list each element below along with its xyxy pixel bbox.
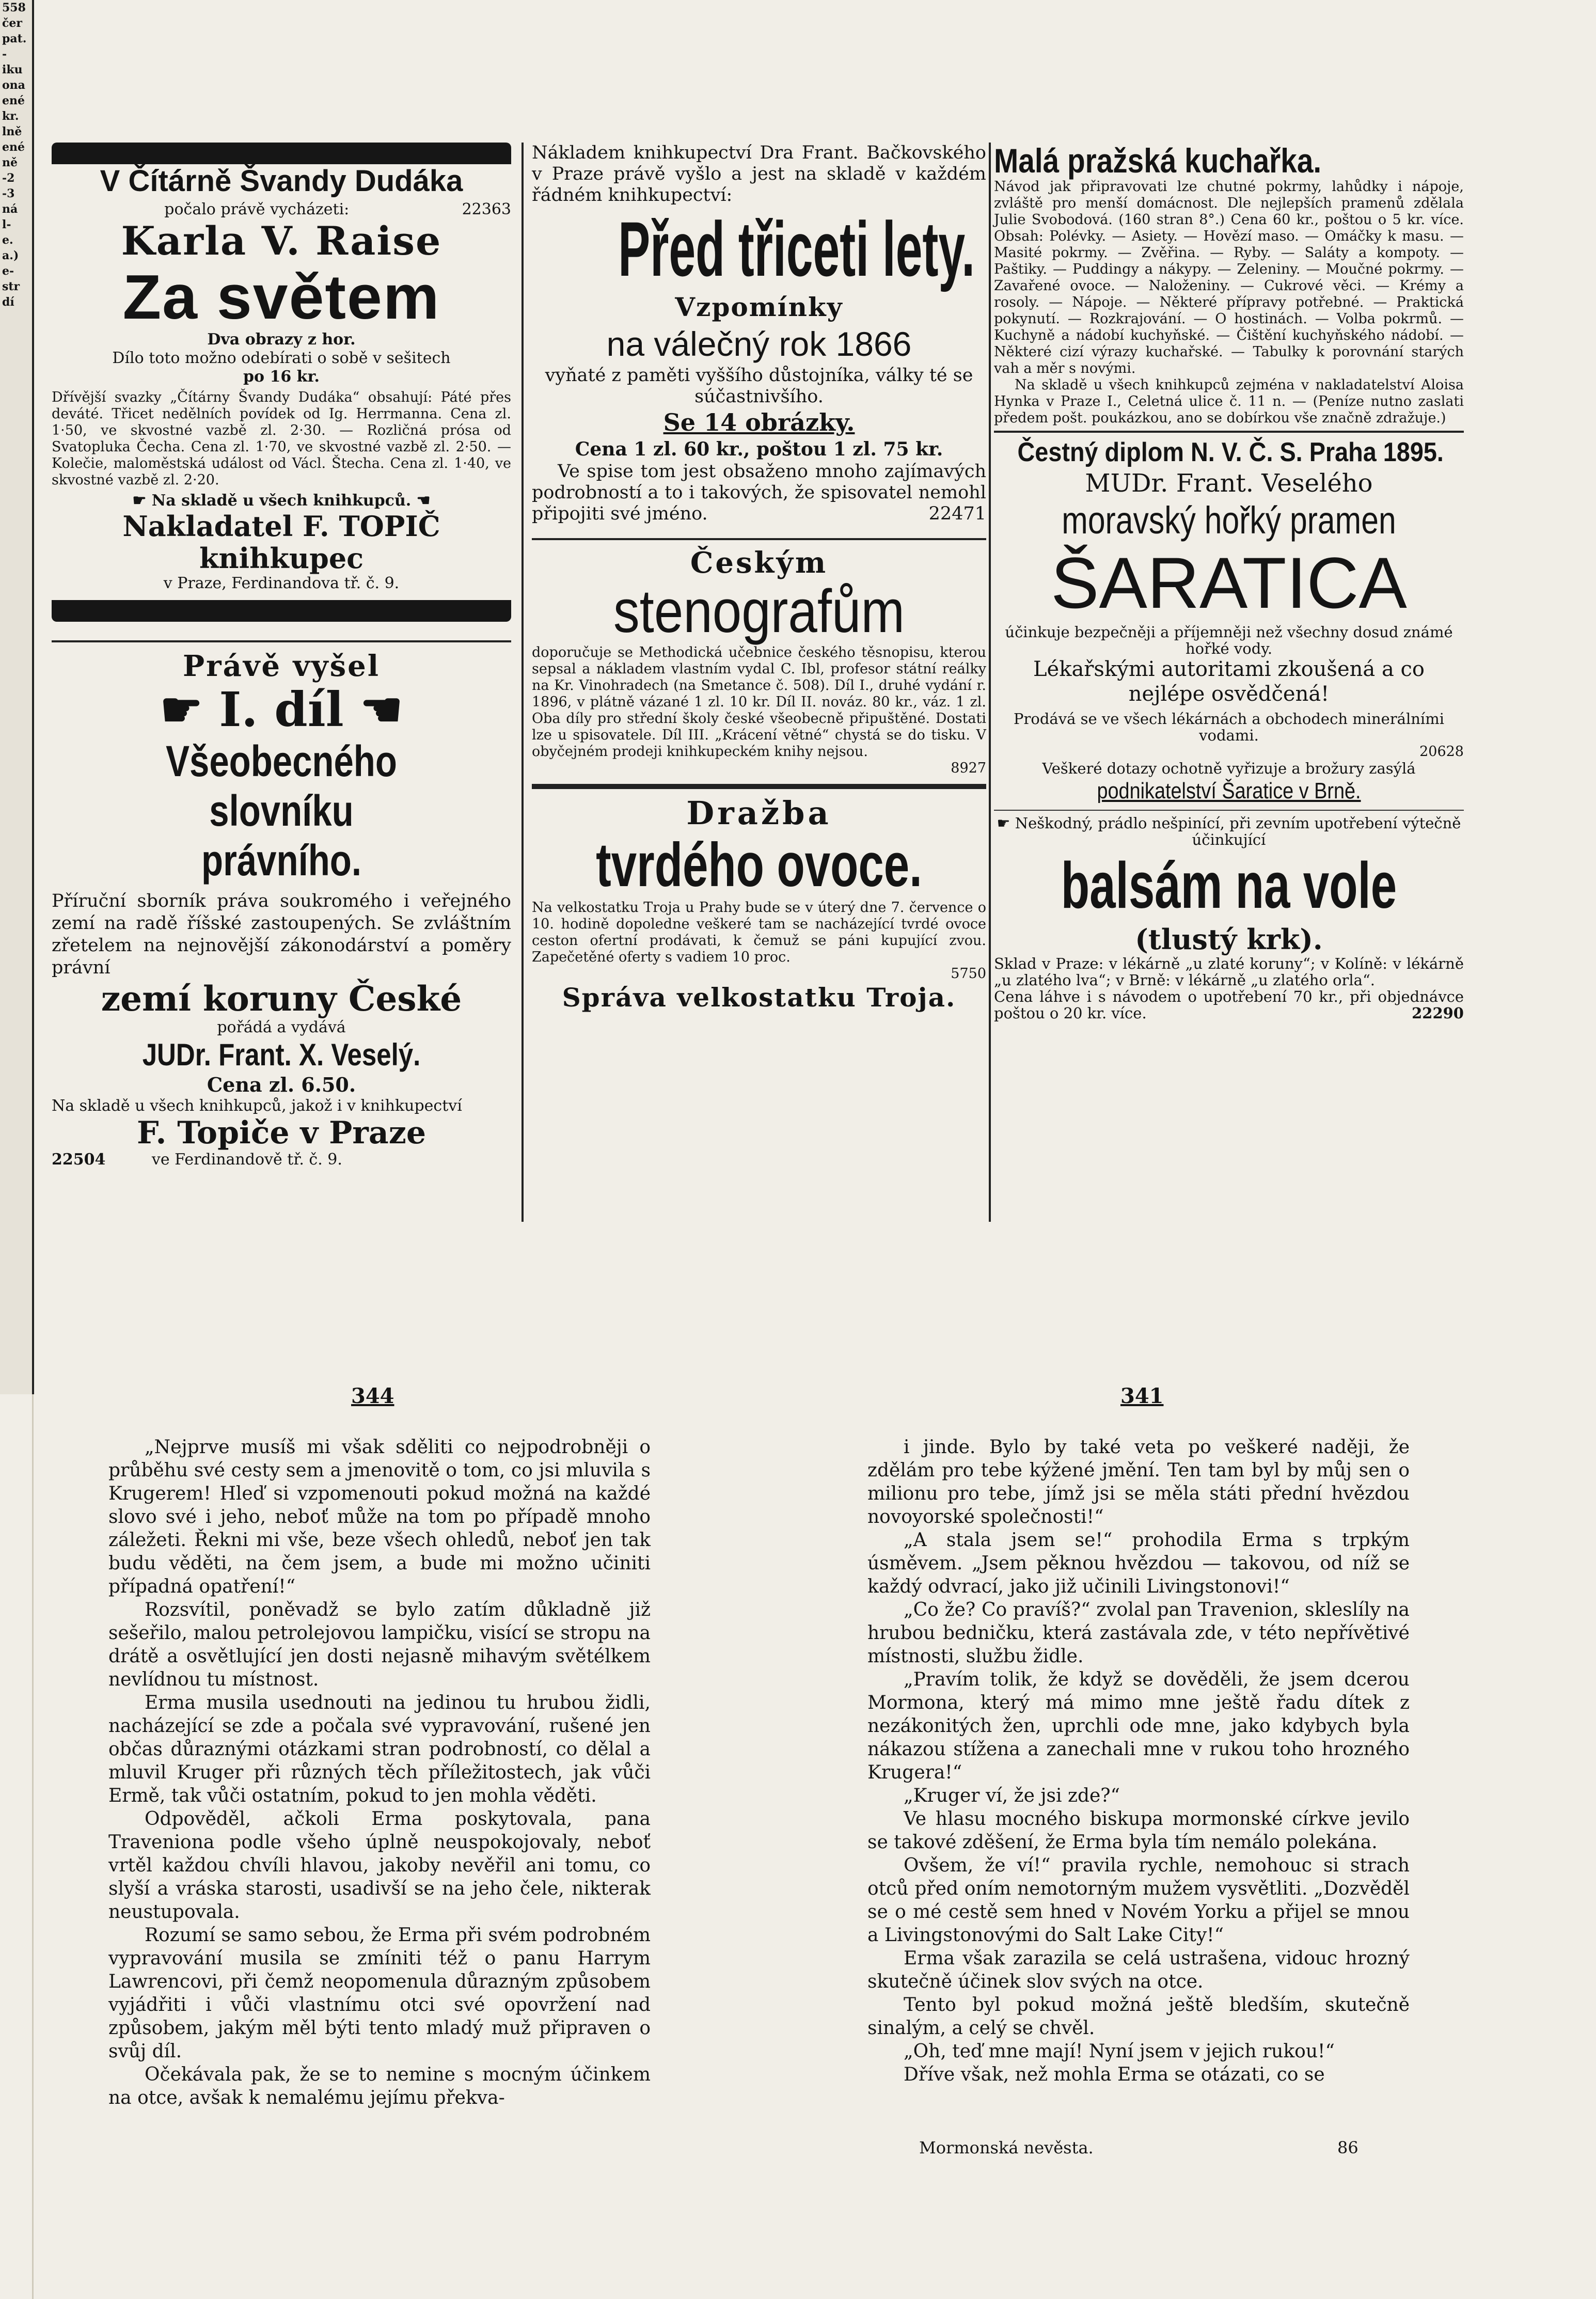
description-text: Ve spise tom jest obsaženo mnoho zajímavých podrobností a to i takových, že spisovatel nemohl připojiti své jméno.	[532, 461, 986, 524]
book-description	[532, 461, 986, 525]
spring-line: moravský hořký pramen	[1062, 499, 1396, 542]
editor-note: pořádá a vydává	[217, 1018, 346, 1036]
edge-fragment: dí	[2, 295, 14, 309]
right-page-number: 341	[1120, 1384, 1164, 1408]
ad-number: 20628	[1419, 744, 1464, 760]
edge-fragment: ně	[2, 156, 18, 169]
ad-number: 22504	[52, 1151, 106, 1169]
stock-text: Na skladě u všech knihkupců.	[151, 492, 412, 510]
novel-paragraph: „A stala jsem se!“ prohodila Erma s trpkým úsměvem. „Jsem pěknou hvězdou — takovou, od níž se každý odvrací, jako již učinili Livingstonovi!“	[867, 1530, 1410, 1597]
volume-note: Dva obrazy z hor.	[207, 330, 356, 349]
edge-fragment: e.	[2, 233, 13, 247]
edge-fragment: ené	[2, 94, 25, 107]
saratica-sold: Prodává se ve všech lékárnách a obchodech minerálními vodami.	[1014, 710, 1444, 744]
doctor: MUDr. Frant. Veselého	[1085, 469, 1373, 498]
column-right	[994, 143, 1464, 1021]
novel-paragraph: Tento byl pokud možná ještě bledším, skutečně sinalým, a celý se chvěl.	[867, 1994, 1410, 2039]
saratica-name: ŠARATICA	[1051, 542, 1407, 623]
book-title: Před třiceti lety.	[618, 206, 975, 292]
price-text: Cena láhve i s návodem o upotřebení 70 kr., při objednávce poštou o 20 kr. více.	[994, 988, 1464, 1022]
book-origin: vyňaté z paměti vyššího důstojníka, války té se súčastnivšího.	[545, 365, 973, 407]
novel-paragraph: „Nejprve musíš mi však sděliti co nejpodrobněji o průběhu své cesty sem a jmenovitě o tom, co jsi mluvila s Krugerem! Hleď si vzpomenouti pokud možná na každé slovo své i jeho, neboť může na tom po případě mnoho záležeti. Řekni mi vše, beze všech ohledů, neboť jen tak budu věděti, na čem jsem, a bude mi možno učiniti případná opatření!“	[108, 1437, 651, 1597]
cookbook-body: Návod jak připravovati lze chutné pokrmy, lahůdky i nápoje, zvláště pro menší domácnost. Dle nejlepších pramenů zdělala Julie Svobodová. (160 stran 8°.) Cena 60 kr., poštou o 5 kr. více. Obsah: Polévky. — Asiety. — Hovězí maso. — Omáčky k masu. — Masité pokrmy. — Zvěřina. — Ryby. — Saláty a kompoty. — Paštiky. — Puddingy a nákypy. — Zeleniny. — Moučné pokrmy. — Zavařené ovoce. — Naloženiny. — Cukrové věci. — Krémy a rosoly. — Nápoje. — Některé přípravy potřebné. — Praktická pokynutí. — Rozkrajování. — O hostinách. — Volba pokrmů. — Kuchyně a nádobí kuchyňské. — Čištění kuchyňského nádobí. — Některé cizí výrazy kuchařské. — Tabulky k porovnání starých vah a měr s novými.	[994, 179, 1464, 376]
edge-fragment: -3	[2, 187, 15, 200]
ad-number: 5750	[951, 966, 986, 982]
edge-fragment: lně	[2, 125, 22, 138]
author-name: Karla V. Raise	[121, 218, 442, 264]
balsam-lead	[994, 815, 1464, 848]
editor-name: JUDr. Frant. X. Veselý.	[142, 1037, 421, 1072]
edge-fragment: pat.	[2, 32, 27, 45]
edge-fragment: str	[2, 280, 20, 293]
novel-paragraph: Rozsvítil, poněvadž se bylo zatím důkladně již sešeřilo, malou petrolejovou lampičku, visící se stropu na drátě a osvětlující jen dosti nejasně mihavým světélkem nevlídnou tu místnost.	[108, 1599, 651, 1690]
novel-paragraph: „Kruger ví, že jsi zde?“	[904, 1785, 1120, 1806]
footer-title: Mormonská nevěsta.	[919, 2138, 1094, 2158]
balsam-price	[994, 988, 1464, 1021]
column-divider	[989, 143, 991, 1222]
address: ve Ferdinandově tř. č. 9.	[151, 1151, 342, 1169]
novel-paragraph: Ve hlasu mocného biskupa mormonské církve jevilo se takové zděšení, že Erma byla tím nemálo polekána.	[867, 1808, 1410, 1853]
edge-fragment: iku	[2, 63, 23, 76]
crown-lands: zemí koruny České	[101, 979, 462, 1019]
book-title: Za světem	[122, 262, 440, 332]
ad-number: 22471	[928, 503, 986, 524]
publisher-intro: Nákladem knihkupectví Dra Frant. Bačkovského v Praze právě vyšlo a jest na skladě v každém řádném knihkupectví:	[532, 143, 986, 206]
novel-paragraph: „Co že? Co pravíš?“ zvolal pan Travenion, skleslíly na hrubou bedničku, která zastávala zde, v této nepřívětivé místnosti, službu židle.	[867, 1599, 1410, 1667]
war-year: na válečný rok 1866	[606, 325, 912, 363]
earlier-volumes: Dřívější svazky „Čítárny Švandy Dudáka“ obsahují: Páté přes deváté. Třicet nedělních povídek od Ig. Herrmanna. Cena zl. 1·50, ve skvostné vazbě zl. 2·30. — Rozličná prósa od Svatopluka Čecha. Cena zl. 1·70, ve skvostné vazbě zl. 2·50. — Kolečie, maloměstská událost od Václ. Štecha. Cena zl. 1·40, ve skvostné vazbě zl. 2·20.	[52, 389, 511, 488]
stock-note	[52, 492, 511, 510]
hand-icon: ☚	[411, 492, 431, 510]
novel-paragraph: Rozumí se samo sebou, že Erma při svém podrobném vypravování musila se zmíniti též o panu Harrym Lawrencovi, při čemž neopomenula důrazným způsobem vyjádřiti i vůči vlastnímu otci své opovržení nad způsobem, jakým měl býti tento mladý muž připraven o svůj díl.	[108, 1925, 651, 2062]
left-page-number: 344	[351, 1384, 394, 1408]
novel-right-column	[867, 1436, 1410, 2086]
volume-part	[52, 683, 511, 736]
edge-fragment: e-	[2, 264, 14, 278]
address: v Praze, Ferdinandova tř. č. 9.	[163, 574, 400, 592]
ornament-bar	[52, 143, 511, 164]
price-line: po 16 kr.	[243, 368, 320, 386]
dictionary-body: Příruční sborník práva soukromého i veřejného zemí na radě říšské zastoupených. Se zvláštním zřetelem na nejnovější zákonodárství a poměry právní	[52, 891, 511, 978]
saratica-effect: účinkuje bezpečněji a příjemněji než všechny dosud známé hořké vody.	[1005, 623, 1453, 657]
price: Cena 1 zl. 60 kr., poštou 1 zl. 75 kr.	[575, 438, 943, 460]
novel-paragraph: Odpověděl, ačkoli Erma poskytovala, pana Travenionа podle všeho úplně neuspokojovaly, neboť vrtěl každou chvíli hlavou, jakoby nevěřil ani tomu, co slyší a vráska starosti, usadivší se na jeho čele, nikterak neustupovala.	[108, 1808, 651, 1923]
estate-sign: Správa velkostatku Troja.	[562, 982, 956, 1013]
divider	[532, 784, 986, 789]
novel-paragraph: „Oh, teď mne mají! Nyní jsem v jejich rukou!“	[904, 2041, 1335, 2062]
lead-text: Neškodný, prádlo nešpinící, při zevním upotřebení výtečně účinkující	[1015, 814, 1461, 848]
balsam-shops: Sklad v Praze: v lékárně „u zlaté koruny“; v Kolíně: v lékárně „u zlatého lva“; v Brně: v lékárně „u zlatého orla“.	[994, 955, 1464, 989]
ad-number: 22363	[462, 200, 511, 218]
balsam-subtitle: (tlustý krk).	[1135, 923, 1323, 956]
edge-fragment: kr.	[2, 109, 19, 123]
dictionary-title-2: právního.	[201, 836, 361, 885]
hand-icon: ☛	[132, 492, 152, 510]
cookbook-stock: Na skladě u všech knihkupců zejména v nakladatelství Aloisa Hynka v Praze I., Celetná ulice č. 11 n. — (Peníze nutno zaslati předem pošt. poukázkou, ano se dobírkou vše značně zdražuje.)	[994, 377, 1464, 426]
steno-title: stenografům	[613, 577, 905, 645]
edge-fragment: ené	[2, 140, 25, 154]
novel-paragraph: Očekávala pak, že se to nemine s mocným účinkem na otce, avšak k nemalému jejímu překva-	[108, 2064, 651, 2108]
divider	[994, 431, 1464, 433]
book-subtitle: Vzpomínky	[675, 292, 843, 322]
edge-fragment: ná	[2, 202, 18, 216]
address-line	[52, 1151, 511, 1169]
edge-fragment: l-	[2, 218, 11, 231]
edge-fragment: a.)	[2, 249, 19, 262]
topic-ad-subtitle	[52, 200, 511, 219]
hand-icon: ☛	[997, 814, 1015, 832]
auction-title: tvrdého ovoce.	[596, 830, 922, 900]
footer-number: 86	[1337, 2138, 1358, 2158]
subtitle-text: počalo právě vycházeti:	[164, 200, 350, 218]
auction-body: Na velkostatku Troja u Prahy bude se v úterý dne 7. července o 10. hodině dopoledne veškeré tam se nacházející tvrdé ovoce ceston ofertní prodávati, k čemuž se páni kupující zvou. Zapečetěné oferty s vadiem 10 proc.	[532, 900, 986, 965]
just-released: Právě vyšel	[182, 649, 381, 683]
novel-paragraph: „Pravím tolik, že když se dověděli, že jsem dcerou Mormona, který má mimo mne ještě řadu dítek z nezákonitých žen, uprchli ode mne, jako kdybych byla nákazou stížena a zanechali mne v rukou toho hrozného Krugera!“	[867, 1669, 1410, 1783]
column-divider	[522, 143, 524, 1222]
part-text: I. díl	[219, 682, 344, 737]
publisher: Nakladatel F. TOPIČ knihkupec	[122, 510, 440, 575]
ad-number: 22290	[1412, 1004, 1464, 1022]
publisher: F. Topiče v Praze	[136, 1115, 426, 1151]
novel-paragraph: Ovšem, že ví!“ pravila rychle, nemohouc si strach otců před oním nemotorným mužem vysvětliti. „Dozvěděl se o mé cestě sem hned v Novém Yorku a přijel se mnou a Livingstonovými do Salt Lake City!“	[867, 1855, 1410, 1946]
saratica-enquiries: Veškeré dotazy ochotně vyřizuje a brožury zasýlá	[1042, 760, 1416, 777]
ad-number: 8927	[951, 760, 986, 776]
edge-fragment: čer	[2, 17, 22, 30]
steno-body: doporučuje se Methodická učebnice českého těsnopisu, kterou sepsal a nákladem vlastním vydal C. Ibl, profesor státní reálky na Kr. Vinohradech (na Smetance č. 508). Díl I., druhé vydání r. 1896, v plátně vázané 1 zl. 10 kr. Díl II. nováz. 80 kr., váz. 1 zl. Oba díly pro střední školy české všeobecně připuštěné. Dostati lze u spisovatele. Díl III. „Krácení větné“ chystá se do tisku. V obyčejném prodeji knihkupeckém knihy nejsou.	[532, 644, 986, 760]
price: Cena zl. 6.50.	[207, 1073, 356, 1096]
auction-lead: Dražba	[686, 794, 832, 832]
novel-paragraph: i jinde. Bylo by také veta po veškeré naději, že zdělám pro tebe kýžené jmění. Ten tam byl by můj sen o milionu pro tebe, jímž jsi se měla státi přední hvězdou novoyorské společnosti!“	[867, 1437, 1410, 1528]
saratica-claim: Lékařskými autoritami zkoušená a co nejlépe osvědčená!	[1033, 657, 1425, 706]
hand-icon: ☛	[160, 682, 219, 737]
dictionary-title-1: Všeobecného slovníku	[166, 737, 397, 835]
diploma: Čestný diplom N. V. Č. S. Praha 1895.	[1017, 437, 1444, 467]
novel-paragraph: Erma však zarazila se celá ustrašena, vidouc hrozný skutečně účinek slov svých na otce.	[867, 1948, 1410, 1992]
ornament-bar	[52, 600, 511, 622]
novel-left-column	[108, 1436, 651, 2109]
topic-ad-header: V Čítárně Švandy Dudáka	[100, 164, 463, 198]
stock-note: Na skladě u všech knihkupců, jakož i v knihkupectví	[52, 1097, 462, 1115]
divider	[532, 538, 986, 540]
column-middle	[532, 143, 986, 1013]
novel-paragraph: Dříve však, než mohla Erma se otázati, co se	[904, 2064, 1325, 2085]
balsam-title: balsám na vole	[1061, 849, 1397, 922]
divider	[994, 810, 1464, 811]
column-left	[52, 143, 511, 1169]
steno-lead: Českým	[690, 546, 828, 580]
edge-fragment: 558	[2, 1, 26, 14]
divider	[52, 640, 511, 642]
body-line: Dílo toto možno odebírati o sobě v sešitech	[112, 349, 451, 367]
left-page-edge	[0, 0, 34, 1394]
pictures-note: Se 14 obrázky.	[663, 408, 855, 436]
edge-fragment: -2	[2, 171, 15, 185]
edge-fragment: ona	[2, 78, 25, 92]
hand-icon: ☚	[343, 682, 403, 737]
cookbook-title: Malá pražská kuchařka.	[994, 141, 1322, 180]
saratica-sign: podnikatelství Šaratice v Brně.	[1097, 778, 1361, 804]
edge-fragment: -	[2, 48, 7, 61]
novel-paragraph: Erma musila usednouti na jedinou tu hrubou židli, nacházející se zde a počala své vypravování, rušené jen občas důraznými otázkami stran podrobností, co dělal a mluvil Kruger při různých těch příležitostech, jak vůči Ermě, tak vůči ostatním, pokud to jen mohla věděti.	[108, 1692, 651, 1806]
